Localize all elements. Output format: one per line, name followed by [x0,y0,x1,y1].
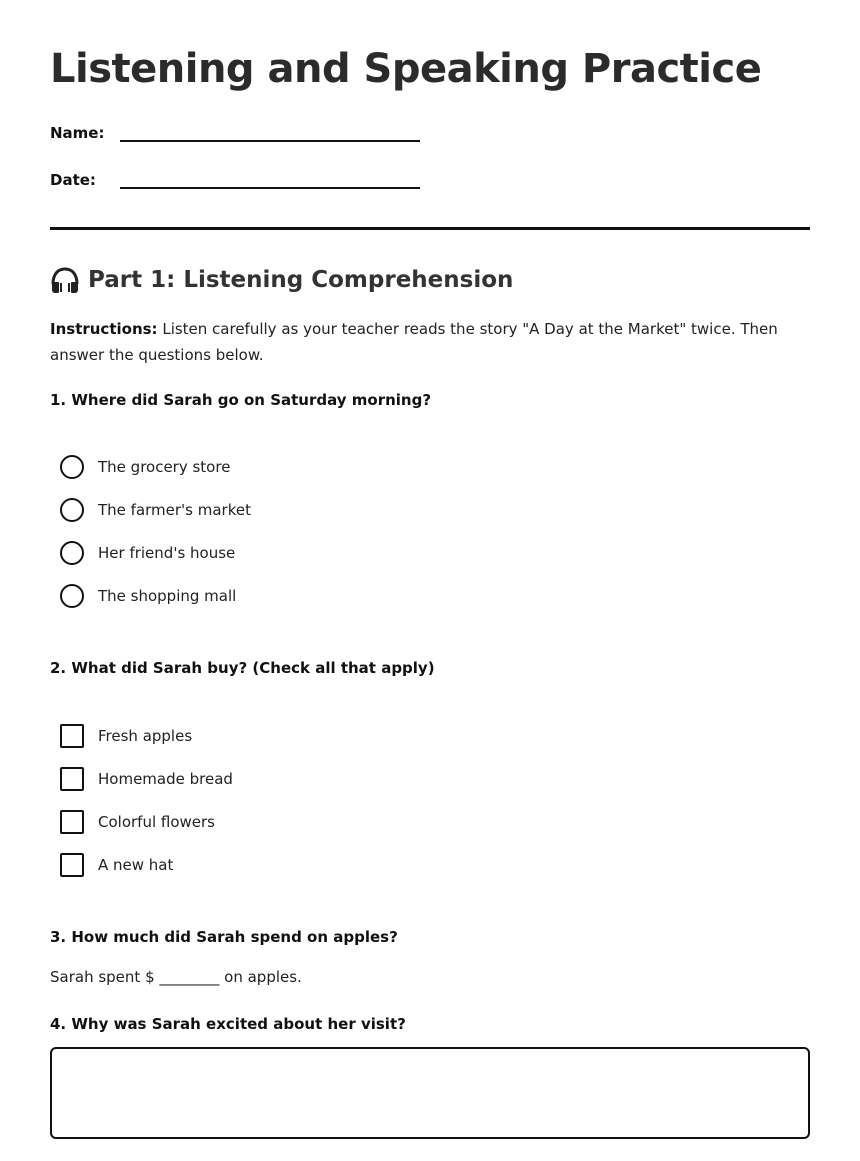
question-4: 4. Why was Sarah excited about her visit? [50,1015,406,1033]
option-label: The grocery store [98,457,231,476]
radio-button[interactable] [60,584,84,608]
date-label: Date: [50,171,96,189]
instructions-text: Listen carefully as your teacher reads the story "A Day at the Market" twice. Then answer the questions below. [50,320,778,364]
checkbox-option[interactable] [60,843,233,886]
instructions [50,316,810,368]
header-divider [50,227,810,230]
section-title-part1 [50,266,513,294]
option-label: Colorful flowers [98,812,215,831]
option-label: The shopping mall [98,586,237,605]
instructions-label: Instructions: [50,320,158,338]
name-field-row [50,122,420,142]
answer-text-area[interactable] [50,1047,810,1139]
checkbox[interactable] [60,724,84,748]
option-label: A new hat [98,855,174,874]
date-input-line[interactable] [120,169,420,189]
name-label: Name: [50,124,105,142]
radio-option[interactable] [60,445,251,488]
option-label: Her friend's house [98,543,236,562]
checkbox-option[interactable] [60,714,233,757]
checkbox[interactable] [60,767,84,791]
radio-option[interactable] [60,574,251,617]
fill-in-blank-sentence[interactable]: Sarah spent $ ________ on apples. [50,968,302,986]
question-3: 3. How much did Sarah spend on apples? [50,928,398,946]
page-title: Listening and Speaking Practice [50,46,762,92]
question-2: 2. What did Sarah buy? (Check all that apply) [50,659,435,677]
radio-option[interactable] [60,531,251,574]
option-label: Fresh apples [98,726,193,745]
checkbox-option[interactable] [60,800,233,843]
option-label: Homemade bread [98,769,233,788]
checkbox[interactable] [60,853,84,877]
headphones-icon [50,266,80,294]
checkbox[interactable] [60,810,84,834]
radio-button[interactable] [60,541,84,565]
option-label: The farmer's market [98,500,251,519]
name-input-line[interactable] [120,122,420,142]
radio-option[interactable] [60,488,251,531]
date-field-row [50,169,420,189]
section-title-text: Part 1: Listening Comprehension [88,267,514,293]
question-2-options [60,714,233,886]
question-1-options [60,445,251,617]
checkbox-option[interactable] [60,757,233,800]
radio-button[interactable] [60,455,84,479]
radio-button[interactable] [60,498,84,522]
question-1: 1. Where did Sarah go on Saturday morning? [50,391,432,409]
